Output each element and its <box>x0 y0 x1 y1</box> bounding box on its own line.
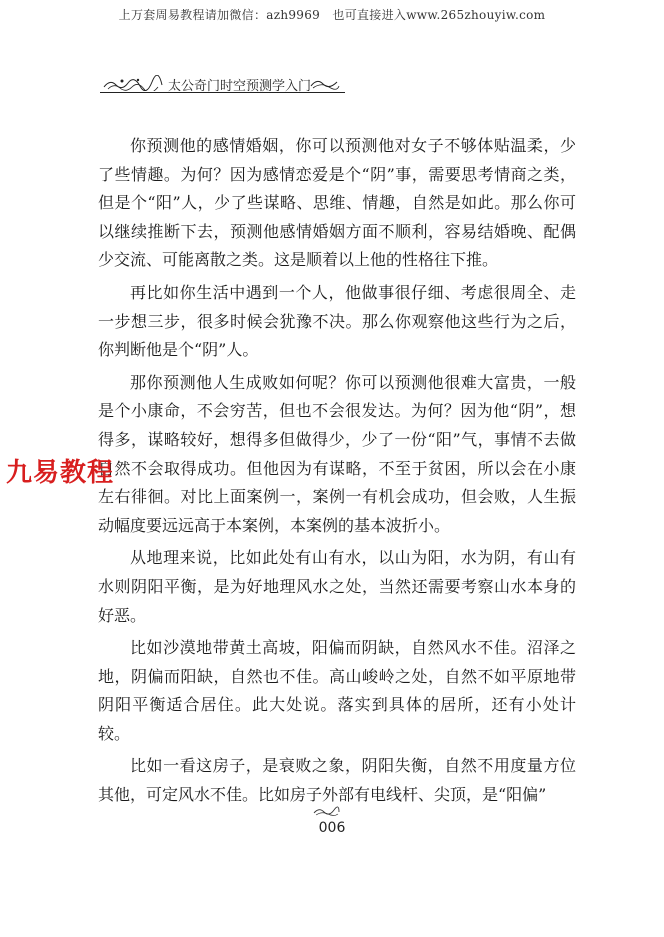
watermark-logo: 九易教程 <box>6 458 115 488</box>
ornament-right-icon <box>309 76 341 90</box>
ornament-left-icon <box>102 75 164 91</box>
header-rule <box>100 92 345 93</box>
top-banner: 上万套周易教程请加微信：azh9969 也可直接进入www.265zhouyiw.com <box>118 8 546 22</box>
paragraph: 从地理来说，比如此处有山有水，以山为阳，水为阴，有山有水则阴阳平衡，是为好地理风水之处，当然还需要考察山水本身的好恶。 <box>98 548 576 625</box>
running-header <box>100 72 345 98</box>
body-text <box>98 132 576 814</box>
paragraph: 你预测他的感情婚姻，你可以预测他对女子不够体贴温柔，少了些情趣。为何？因为感情恋爱是个“阴”事，需要思考情商之类，但是个“阳”人，少了些谋略、思维、情趣，自然是如此。那么你可以继续推断下去，预测他感情婚姻方面不顺利，容易结婚晚、配偶少交流、可能离散之类。这是顺着以上他的性格往下推。 <box>98 136 576 270</box>
page-number: 006 <box>318 820 346 836</box>
paragraph: 比如一看这房子，是衰败之象，阴阳失衡，自然不用度量方位其他，可定风水不佳。比如房子外部有电线杆、尖顶，是“阳偏” <box>98 756 576 805</box>
header-title: 太公奇门时空预测学入门 <box>168 79 312 94</box>
footer-ornament-icon <box>312 806 340 816</box>
paragraph: 再比如你生活中遇到一个人，他做事很仔细、考虑很周全、走一步想三步，很多时候会犹豫不决。那么你观察他这些行为之后，你判断他是个“阴”人。 <box>98 282 576 360</box>
paragraph: 比如沙漠地带黄土高坡，阳偏而阴缺，自然风水不佳。沼泽之地，阴偏而阳缺，自然也不佳。高山峻岭之处，自然不如平原地带阴阳平衡适合居住。此大处说。落实到具体的居所，还有小处计较。 <box>98 638 576 743</box>
paragraph: 那你预测他人生成败如何呢？你可以预测他很难大富贵，一般是个小康命，不会穷苦，但也不会很发达。为何？因为他“阴”，想得多，谋略较好，想得多但做得少，少了一份“阳”气，事情不去做自然不会取得成功。但他因为有谋略，不至于贫困，所以会在小康左右徘徊。对比上面案例一，案例一有机会成功，但会败，人生振动幅度要远远高于本案例，本案例的基本波折小。 <box>98 372 576 535</box>
